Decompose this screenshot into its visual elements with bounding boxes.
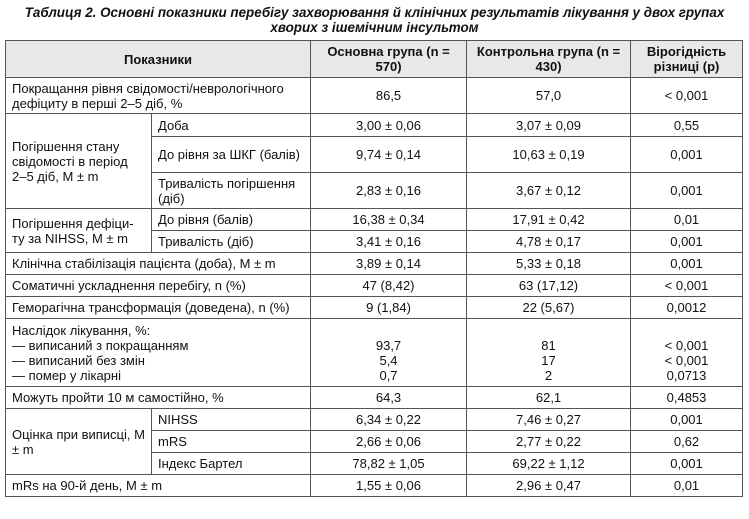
table-caption: Таблиця 2. Основні показники перебігу захворювання й клінічних результатів лікування у двох групах хворих з ішемічним інсультом	[24, 5, 725, 35]
table-row	[6, 409, 743, 431]
header-indicators: Показники	[6, 41, 311, 78]
p-value: 0,001	[631, 453, 743, 475]
control-value: 7,46 ± 0,27	[467, 409, 631, 431]
main-value: 0,7	[379, 367, 398, 383]
p-value: 0,4853	[631, 387, 743, 409]
row-label: Геморагічна трансформація (доведена), n (%)	[6, 297, 311, 319]
control-value: 63 (17,12)	[467, 275, 631, 297]
row-label: Покращання рівня свідомості/неврологічного дефіциту в перші 2–5 діб, %	[6, 78, 311, 114]
control-value: 22 (5,67)	[467, 297, 631, 319]
row-sublabel: Індекс Бартел	[152, 453, 311, 475]
main-value: 1,55 ± 0,06	[311, 475, 467, 497]
row-sublabel: Доба	[152, 114, 311, 137]
table-row-outcome	[6, 319, 743, 387]
control-values	[467, 319, 631, 387]
main-value: 86,5	[311, 78, 467, 114]
row-sublabel: Тривалість погіршення (діб)	[152, 173, 311, 209]
row-label: Клінічна стабілізація пацієнта (доба), М ± m	[6, 253, 311, 275]
control-value: 17,91 ± 0,42	[467, 209, 631, 231]
header-row	[6, 41, 743, 78]
control-value: 5,33 ± 0,18	[467, 253, 631, 275]
row-label: Соматичні ускладнення перебігу, n (%)	[6, 275, 311, 297]
header-control-group: Контрольна група (n = 430)	[467, 41, 631, 78]
table-row	[6, 114, 743, 137]
table-row	[6, 78, 743, 114]
main-value: 93,7	[375, 337, 402, 353]
row-group-label: Оцінка при виписці, М ± m	[6, 409, 152, 475]
table-row	[6, 387, 743, 409]
table-row	[6, 297, 743, 319]
main-value: 47 (8,42)	[311, 275, 467, 297]
control-value: 2,96 ± 0,47	[467, 475, 631, 497]
control-value: 81	[541, 337, 556, 353]
control-value: 2	[544, 367, 553, 383]
control-value: 3,67 ± 0,12	[467, 173, 631, 209]
row-sublabel: Тривалість (діб)	[152, 231, 311, 253]
p-value: < 0,001	[664, 337, 709, 353]
p-value: 0,001	[631, 137, 743, 173]
row-label: Можуть пройти 10 м самостійно, %	[6, 387, 311, 409]
p-value: 0,01	[631, 209, 743, 231]
row-sublabel: До рівня за ШКГ (балів)	[152, 137, 311, 173]
control-value: 17	[541, 352, 556, 368]
main-value: 3,00 ± 0,06	[311, 114, 467, 137]
main-value: 78,82 ± 1,05	[311, 453, 467, 475]
row-sublabel: NIHSS	[152, 409, 311, 431]
control-value: 4,78 ± 0,17	[467, 231, 631, 253]
main-value: 9 (1,84)	[311, 297, 467, 319]
p-value: 0,0713	[666, 367, 707, 383]
outcome-line-label: — виписаний без змін	[12, 352, 145, 368]
p-value: 0,001	[631, 173, 743, 209]
outcome-line-label: — помер у лікарні	[12, 367, 121, 383]
outcome-line-label: — виписаний з покращанням	[12, 337, 189, 353]
table-row	[6, 253, 743, 275]
results-table	[5, 40, 743, 497]
control-value: 2,77 ± 0,22	[467, 431, 631, 453]
main-value: 3,41 ± 0,16	[311, 231, 467, 253]
row-group-label: Погіршення стану свідомості в період 2–5 діб, М ± m	[6, 114, 152, 209]
p-value: < 0,001	[664, 352, 709, 368]
outcome-title: Наслідок лікування, %:	[12, 322, 151, 338]
control-value: 57,0	[467, 78, 631, 114]
p-value: < 0,001	[631, 78, 743, 114]
p-value: 0,55	[631, 114, 743, 137]
header-main-group: Основна група (n = 570)	[311, 41, 467, 78]
main-values	[311, 319, 467, 387]
p-value: 0,0012	[631, 297, 743, 319]
main-value: 6,34 ± 0,22	[311, 409, 467, 431]
control-value: 3,07 ± 0,09	[467, 114, 631, 137]
main-value: 3,89 ± 0,14	[311, 253, 467, 275]
main-value: 16,38 ± 0,34	[311, 209, 467, 231]
p-value: 0,001	[631, 231, 743, 253]
table-row	[6, 209, 743, 231]
main-value: 64,3	[311, 387, 467, 409]
outcome-labels	[6, 319, 311, 387]
control-value: 10,63 ± 0,19	[467, 137, 631, 173]
p-values	[631, 319, 743, 387]
header-significance: Вірогідність різниці (p)	[631, 41, 743, 78]
row-label: mRs на 90-й день, М ± m	[6, 475, 311, 497]
row-group-label: Погіршення дефіци-ту за NIHSS, М ± m	[6, 209, 152, 253]
main-value: 2,83 ± 0,16	[311, 173, 467, 209]
control-value: 62,1	[467, 387, 631, 409]
p-value: 0,62	[631, 431, 743, 453]
p-value: < 0,001	[631, 275, 743, 297]
p-value: 0,01	[631, 475, 743, 497]
control-value: 69,22 ± 1,12	[467, 453, 631, 475]
main-value: 2,66 ± 0,06	[311, 431, 467, 453]
main-value: 9,74 ± 0,14	[311, 137, 467, 173]
table-row	[6, 475, 743, 497]
table-row	[6, 275, 743, 297]
row-sublabel: mRS	[152, 431, 311, 453]
row-sublabel: До рівня (балів)	[152, 209, 311, 231]
main-value: 5,4	[379, 352, 398, 368]
p-value: 0,001	[631, 253, 743, 275]
p-value: 0,001	[631, 409, 743, 431]
